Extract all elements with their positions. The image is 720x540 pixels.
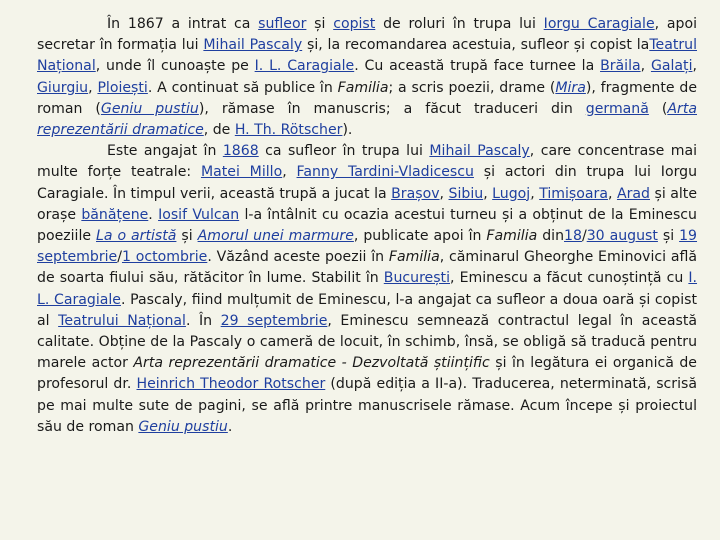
inline-link[interactable]: 1 octombrie xyxy=(121,249,208,266)
italic-text: Arta reprezentării dramatice - Dezvoltată științific xyxy=(133,355,490,372)
text-run: l-a întâlnit cu ocazia acestui turneu și a obținut de la Eminescu poeziile xyxy=(37,206,697,245)
text-run: (după ediția a II-a). Traducerea, neterminată, scrisă pe mai multe sute de pagini, se află printre manuscrisele rămase. Acum începe și proiectul său de roman xyxy=(37,376,697,435)
inline-link[interactable]: Lugoj xyxy=(492,185,531,202)
inline-link[interactable]: Timișoara xyxy=(539,185,608,202)
text-run: de roluri în trupa lui xyxy=(375,16,544,32)
inline-link[interactable]: Mihail Pascaly xyxy=(203,37,303,54)
inline-link[interactable]: 18 xyxy=(564,228,582,245)
inline-link[interactable]: Brăila xyxy=(600,58,641,75)
text-run: , xyxy=(692,58,697,75)
inline-link[interactable]: Galați xyxy=(650,58,693,75)
text-run: , xyxy=(483,185,493,202)
text-run: și, la recomandarea acestuia, sufleor și copist la xyxy=(302,37,650,54)
inline-link[interactable]: I. L. Caragiale xyxy=(37,270,698,308)
inline-link[interactable] xyxy=(138,419,227,435)
text-run: , publicate apoi în xyxy=(353,228,487,245)
inline-link[interactable] xyxy=(101,101,199,117)
text-run: ca sufleor în trupa lui xyxy=(258,143,430,160)
inline-link[interactable]: Ploiești xyxy=(97,79,148,96)
italic-link-text: Geniu pustiu xyxy=(138,418,228,435)
text-run: și în legătura ei organică de profesorul dr. xyxy=(37,355,697,393)
inline-link[interactable]: copist xyxy=(333,16,376,32)
inline-link[interactable]: Sibiu xyxy=(448,185,484,202)
text-run: și alte orașe xyxy=(37,185,697,223)
inline-link[interactable]: Fanny Tardini-Vladicescu xyxy=(296,164,474,181)
inline-link[interactable] xyxy=(555,80,586,96)
text-run: , xyxy=(439,185,449,202)
inline-link[interactable]: București xyxy=(383,270,451,287)
text-run: ), rămase în manuscris; a făcut traduceri din xyxy=(198,100,586,117)
text-run: Este angajat în xyxy=(107,143,223,160)
paragraph-2 xyxy=(37,141,697,438)
text-run: din xyxy=(537,228,565,245)
text-run: , xyxy=(640,58,651,75)
text-run: , xyxy=(282,164,297,181)
italic-text: Familia xyxy=(388,249,440,266)
text-run: și xyxy=(657,228,680,245)
inline-link[interactable]: Iosif Vulcan xyxy=(158,206,240,223)
italic-link-text: Geniu pustiu xyxy=(100,100,199,117)
text-run: , xyxy=(88,79,98,96)
inline-link[interactable]: 30 august xyxy=(586,228,658,245)
text-run: . Pascaly, fiind mulțumit de Eminescu, l-a angajat ca sufleor a doua oară și copist al xyxy=(37,291,698,329)
italic-link-text: Mira xyxy=(555,79,586,96)
text-run: , Eminescu semnează contractul legal în această calitate. Obține de la Pascaly o cameră de locuit, în schimb, însă, se obligă să traducă pentru marele actor xyxy=(37,312,697,372)
text-run: ; a scris poezii, drame ( xyxy=(388,79,556,96)
inline-link[interactable]: Matei Millo xyxy=(200,164,283,181)
inline-link[interactable] xyxy=(96,228,176,244)
document-body xyxy=(37,14,697,438)
inline-link[interactable]: Heinrich Theodor Rotscher xyxy=(136,376,326,393)
italic-link-text: La o artistă xyxy=(96,228,177,245)
inline-link[interactable]: 29 septembrie xyxy=(220,312,328,329)
inline-link[interactable]: Iorgu Caragiale xyxy=(543,16,655,32)
inline-link[interactable]: germană xyxy=(585,100,649,117)
italic-link-text: Amorul unei marmure xyxy=(197,228,354,245)
text-run: , unde îl cunoaște pe xyxy=(95,58,255,75)
text-run: / xyxy=(117,249,122,266)
inline-link[interactable]: sufleor xyxy=(258,16,307,32)
inline-link[interactable] xyxy=(198,228,354,244)
text-run: și xyxy=(176,228,198,245)
text-run: și xyxy=(306,16,334,32)
text-run: , care concentrase mai multe forțe teatrale: xyxy=(37,143,698,181)
text-run: În 1867 a intrat ca xyxy=(107,16,259,32)
text-run: . Cu această trupă face turnee la xyxy=(354,58,601,75)
text-run: ), fragmente de roman ( xyxy=(37,79,697,117)
text-run: , apoi secretar în formația lui xyxy=(37,16,697,54)
text-run: . În xyxy=(185,312,221,329)
inline-link[interactable]: Teatrul Național xyxy=(37,37,698,75)
inline-link[interactable]: 19 septembrie xyxy=(37,228,698,266)
text-run: , căminarul Gheorghe Eminovici află de soarta fiului său, rătăcitor în lume. Stabilit în xyxy=(37,249,698,287)
text-run: , de xyxy=(203,122,235,139)
inline-link[interactable]: H. Th. Rötscher xyxy=(234,122,343,139)
text-run: și actori din trupa lui Iorgu Caragiale. În timpul verii, această trupă a jucat la xyxy=(37,164,698,202)
inline-link[interactable]: Arad xyxy=(616,185,650,202)
inline-link[interactable]: 1868 xyxy=(222,143,259,160)
text-run: . A continuat să publice în xyxy=(147,79,338,96)
text-run: , Eminescu a făcut cunoștință cu xyxy=(450,270,689,287)
inline-link[interactable]: Mihail Pascaly xyxy=(429,143,530,160)
inline-link[interactable]: I. L. Caragiale xyxy=(254,58,355,75)
inline-link[interactable]: Teatrului Național xyxy=(58,312,186,329)
text-run: , xyxy=(530,185,540,202)
inline-link[interactable]: Giurgiu xyxy=(37,79,89,96)
text-run: , xyxy=(607,185,617,202)
text-run: ( xyxy=(648,100,668,117)
italic-text: Familia xyxy=(486,228,538,245)
inline-link[interactable]: bănățene xyxy=(81,206,149,223)
text-run: . xyxy=(227,418,233,435)
paragraph-1 xyxy=(37,14,697,141)
text-run: / xyxy=(581,228,587,245)
text-run: . xyxy=(148,206,159,223)
text-run: . Văzând aceste poezii în xyxy=(207,249,389,266)
italic-link-text: Arta reprezentării dramatice xyxy=(37,100,697,139)
italic-text: Familia xyxy=(337,79,389,96)
text-run: ). xyxy=(342,122,353,139)
inline-link[interactable]: Brașov xyxy=(391,185,440,202)
